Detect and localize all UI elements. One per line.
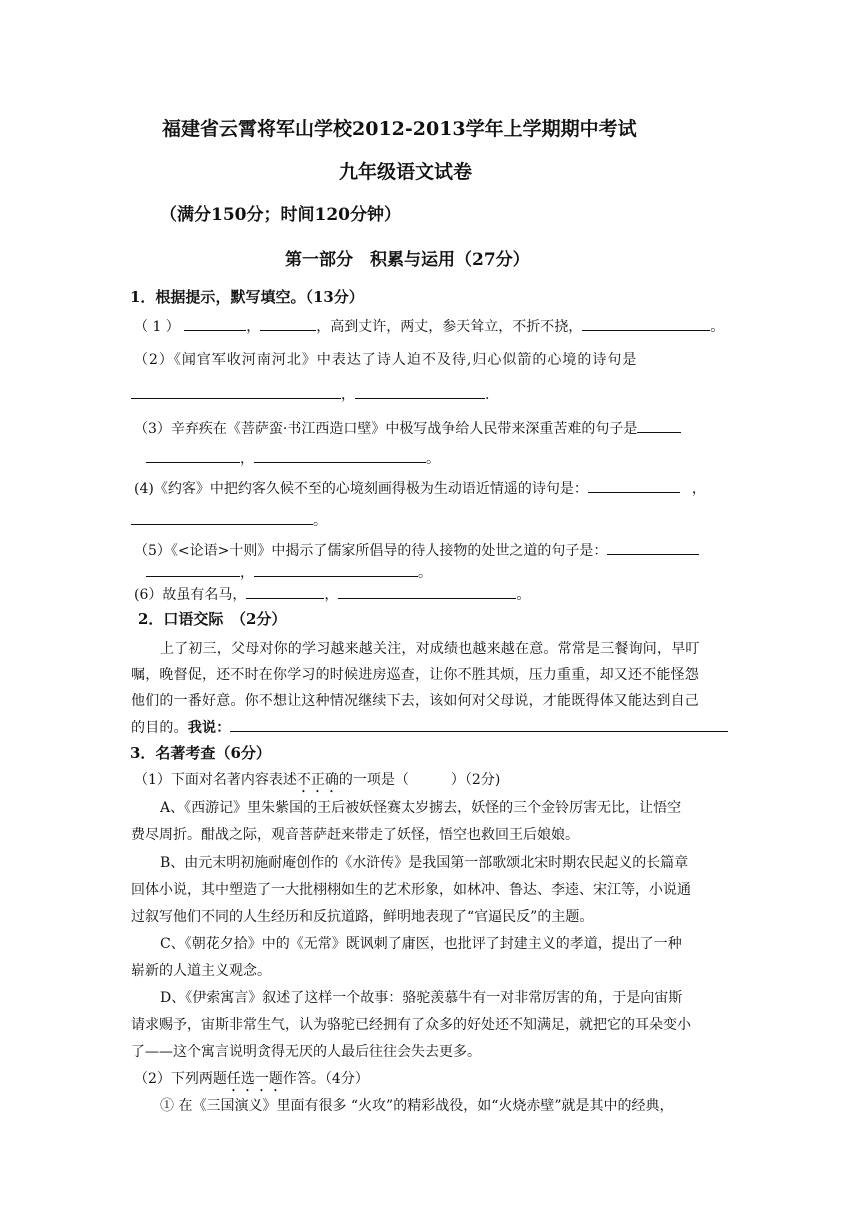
q3-sub-1-text-a: （1）下面对名著内容表述 bbox=[134, 772, 297, 788]
q1-item-2-blank-2[interactable] bbox=[355, 384, 485, 399]
exam-title: 福建省云霄将军山学校2012-2013学年上学期期中考试 bbox=[162, 118, 637, 140]
q1-item-4-blank-2[interactable] bbox=[131, 510, 313, 525]
q1-item-2-sep: ， bbox=[341, 387, 355, 403]
q1-item-1-blank-1[interactable] bbox=[184, 316, 246, 331]
q1-item-1-end: 。 bbox=[710, 319, 725, 335]
q2-paragraph-line-4 bbox=[131, 717, 728, 738]
q1-item-5-sep: ， bbox=[240, 565, 254, 581]
q1-item-2: （2）《闻官军收河南河北》中表达了诗人迫不及待,归心似箭的心境的诗句是 bbox=[134, 352, 638, 368]
option-d-line-3: 了——这个寓言说明贪得无厌的人最后往往会失去更多。 bbox=[131, 1044, 481, 1060]
q1-item-5-blank-2[interactable] bbox=[146, 562, 240, 577]
q1-item-2-blank-1[interactable] bbox=[131, 384, 341, 399]
q2-paragraph-line-3: 他们的一番好意。你不想让这种情况继续下去，该如何对父母说，才能既得体又能达到自己 bbox=[131, 693, 699, 709]
q1-item-5-answer bbox=[146, 562, 432, 583]
q1-item-4-sep: ， bbox=[691, 481, 706, 497]
q1-item-5 bbox=[134, 540, 699, 561]
q1-item-1-sep: ， bbox=[246, 319, 261, 335]
q1-item-6-blank-2[interactable] bbox=[338, 584, 516, 599]
q1-item-6-blank-1[interactable] bbox=[246, 584, 324, 599]
option-c-line-1: C、《朝花夕拾》中的《无常》既讽刺了庸医，也批评了封建主义的孝道，提出了一种 bbox=[160, 936, 682, 952]
q1-item-4-blank-1[interactable] bbox=[588, 478, 680, 493]
q1-item-6-sep: ， bbox=[324, 587, 339, 603]
question-3-heading: 3．名著考查（6分） bbox=[130, 744, 271, 762]
q3-sub-1-text-c: 的一项是（ ）（2分) bbox=[338, 772, 501, 788]
option-d-line-2: 请求赐予，宙斯非常生气，认为骆驼已经拥有了众多的好处还不知满足，就把它的耳朵变小 bbox=[131, 1017, 691, 1033]
q1-item-3-answer bbox=[146, 448, 440, 469]
option-d-line-1: D、《伊索寓言》叙述了这样一个故事：骆驼羡慕牛有一对非常厉害的角，于是向宙斯 bbox=[160, 990, 683, 1006]
q3-sub-1-emphasis: 不正确 bbox=[296, 772, 339, 788]
q3-sub-2-item-1: ① 在《三国演义》里面有很多 “火攻”的精彩战役，如“火烧赤壁”就是其中的经典， bbox=[160, 1098, 674, 1114]
q1-item-1-text: ，高到丈许，两丈，参天耸立，不折不挠， bbox=[316, 319, 583, 335]
q3-sub-1 bbox=[134, 770, 500, 796]
question-2-heading: 2．口语交际 （2分） bbox=[138, 610, 287, 628]
q1-item-3 bbox=[134, 418, 681, 439]
part-title: 第一部分 积累与运用（27分） bbox=[285, 250, 530, 270]
q3-sub-2-text-c: 作答。（4分） bbox=[282, 1071, 369, 1087]
q1-item-3-blank-3[interactable] bbox=[254, 448, 426, 463]
q1-item-5-blank-3[interactable] bbox=[254, 562, 418, 577]
q2-paragraph-end: 的目的。 bbox=[131, 720, 188, 736]
q1-item-4-text: (4)《约客》中把约客久候不至的心境刻画得极为生动语近情遥的诗句是： bbox=[134, 481, 588, 497]
q1-item-1-label: （ 1 ） bbox=[134, 319, 180, 335]
option-b-line-3: 过叙写他们不同的人生经历和反抗道路，鲜明地表现了“官逼民反”的主题。 bbox=[131, 909, 594, 925]
q3-sub-2 bbox=[134, 1069, 369, 1095]
q1-item-3-text: （3）辛弃疾在《菩萨蛮·书江西造口壁》中极写战争给人民带来深重苦难的句子是 bbox=[134, 421, 638, 437]
q1-item-3-end: 。 bbox=[426, 451, 440, 467]
q1-item-3-blank-1[interactable] bbox=[637, 418, 681, 433]
q2-answer-blank[interactable] bbox=[230, 717, 728, 732]
q1-item-1-blank-2[interactable] bbox=[260, 316, 316, 331]
q1-item-4-answer bbox=[131, 510, 327, 531]
option-a-line-1: A、《西游记》里朱紫国的王后被妖怪赛太岁掳去，妖怪的三个金铃厉害无比，让悟空 bbox=[160, 800, 682, 816]
q1-item-4 bbox=[134, 478, 706, 499]
option-b-line-2: 回体小说，其中塑造了一大批栩栩如生的艺术形象，如林冲、鲁达、李逵、宋江等，小说通 bbox=[131, 882, 691, 898]
q2-answer-label: 我说： bbox=[187, 720, 231, 736]
q1-item-2-answer bbox=[131, 384, 489, 405]
q1-item-1-blank-3[interactable] bbox=[582, 316, 710, 331]
q2-paragraph-line-1: 上了初三，父母对你的学习越来越关注，对成绩也越来越在意。常常是三餐询问，早叮 bbox=[160, 641, 700, 657]
q1-item-5-blank-1[interactable] bbox=[607, 540, 699, 555]
option-c-line-2: 崭新的人道主义观念。 bbox=[131, 963, 271, 979]
q1-item-5-end: 。 bbox=[418, 565, 432, 581]
q1-item-5-text: （5）《<论语>十则》中揭示了儒家所倡导的待人接物的处世之道的句子是： bbox=[134, 543, 608, 559]
exam-info: （满分150分；时间120分钟） bbox=[160, 205, 401, 225]
exam-subtitle: 九年级语文试卷 bbox=[339, 161, 473, 183]
q1-item-1 bbox=[134, 316, 724, 337]
q3-sub-2-text-a: （2）下列两题 bbox=[134, 1071, 227, 1087]
q2-paragraph-line-2: 嘱，晚督促，还不时在你学习的时候进房巡查，让你不胜其烦，压力重重，却又还不能怪怨 bbox=[131, 667, 699, 683]
q1-item-3-sep: ， bbox=[240, 451, 254, 467]
option-a-line-2: 费尽周折。酣战之际，观音菩萨赶来带走了妖怪，悟空也救回王后娘娘。 bbox=[131, 827, 579, 843]
q1-item-2-end: . bbox=[485, 387, 490, 403]
option-b-line-1: B、由元末明初施耐庵创作的《水浒传》是我国第一部歌颂北宋时期农民起义的长篇章 bbox=[160, 855, 689, 871]
q1-item-6 bbox=[134, 584, 530, 605]
q1-item-4-end: 。 bbox=[313, 513, 327, 529]
q3-sub-2-emphasis: 任选一题 bbox=[226, 1071, 283, 1087]
question-1-heading: 1．根据提示，默写填空。（13分） bbox=[130, 288, 364, 306]
q1-item-3-blank-2[interactable] bbox=[146, 448, 240, 463]
q1-item-6-text: (6）故虽有名马， bbox=[134, 587, 247, 603]
q1-item-6-end: 。 bbox=[516, 587, 531, 603]
